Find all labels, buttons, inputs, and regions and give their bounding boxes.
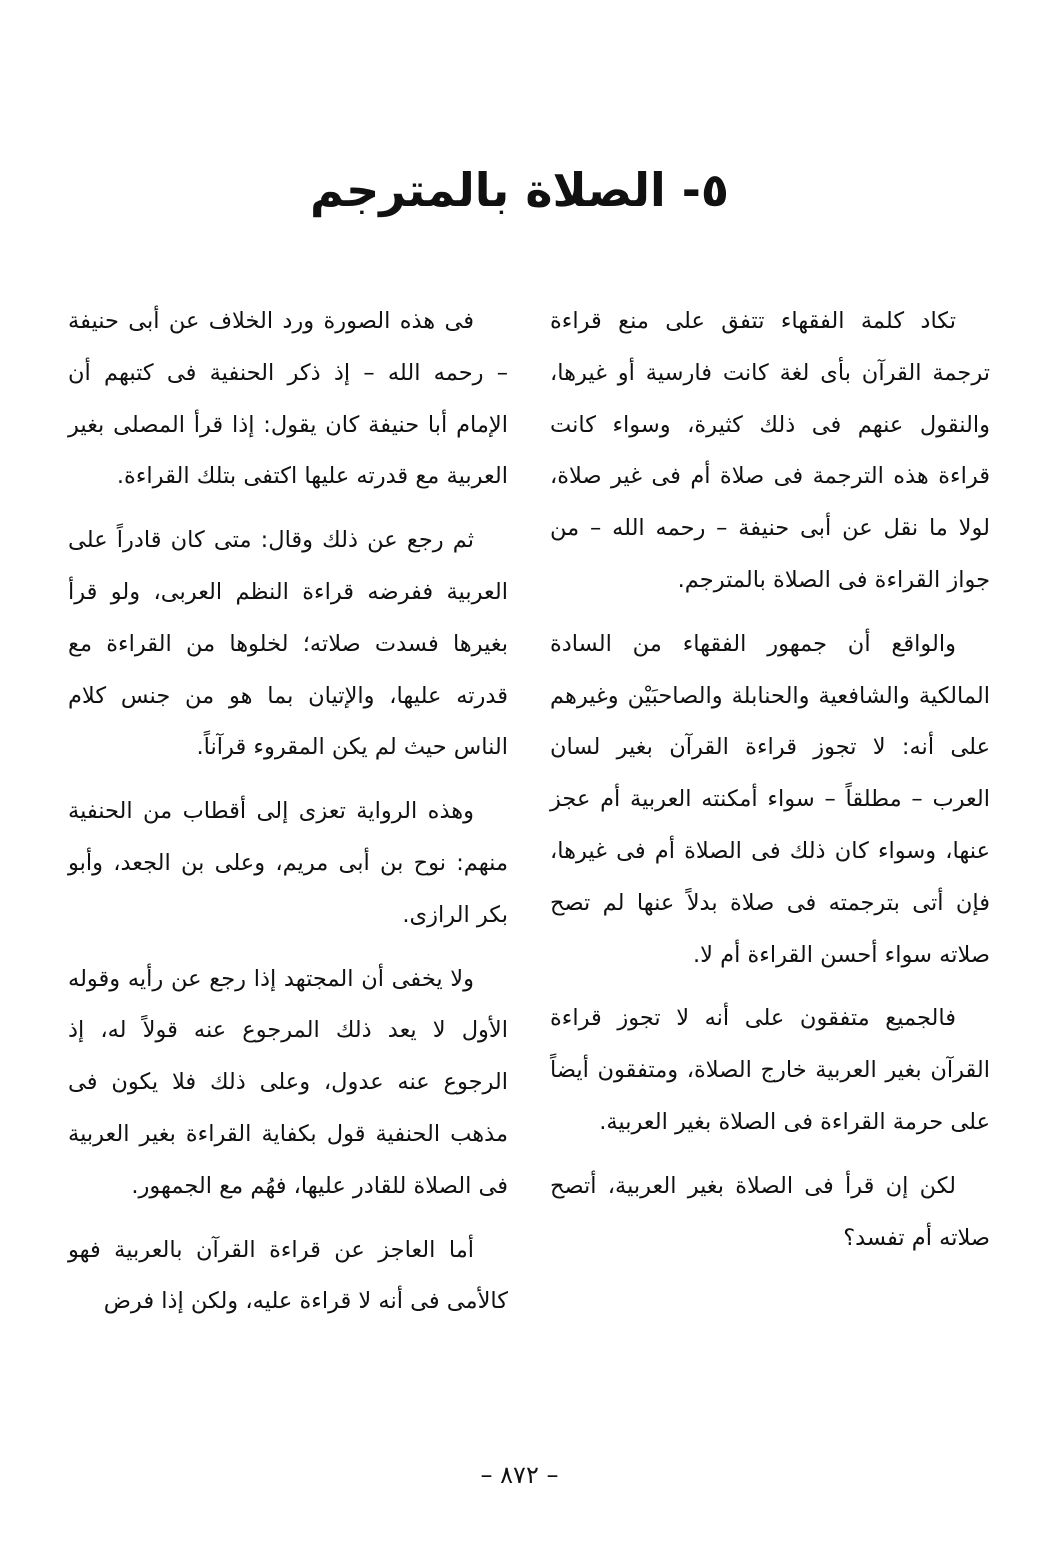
- paragraph: وهذه الرواية تعزى إلى أقطاب من الحنفية منهم: نوح بن أبى مريم، وعلى بن الجعد، وأبو بكر الرازى.: [68, 798, 508, 928]
- left-text-column: [68, 296, 508, 1340]
- paragraph: والواقع أن جمهور الفقهاء من السادة المالكية والشافعية والحنابلة والصاحبَيْن وغيرهم على أنه: لا تجوز قراءة القرآن بغير لسان العرب – مطلقاً – سواء أمكنته العربية أم عجز عنها، وسواء كان ذلك فى الصلاة أم فى غيرها، فإن أتى بترجمته فى صلاة بدلاً عنها لم تصح صلاته سواء أحسن القراءة أم لا.: [550, 630, 990, 968]
- paragraph: لكن إن قرأ فى الصلاة بغير العربية، أتصح صلاته أم تفسد؟: [550, 1172, 990, 1251]
- paragraph: ثم رجع عن ذلك وقال: متى كان قادراً على العربية ففرضه قراءة النظم العربى، ولو قرأ بغيرها فسدت صلاته؛ لخلوها من القراءة مع قدرته عليها، والإتيان بما هو من جنس كلام الناس حيث لم يكن المقروء قرآناً.: [68, 527, 508, 761]
- page-number: – ٨٧٢ –: [480, 1461, 559, 1489]
- paragraph: فالجميع متفقون على أنه لا تجوز قراءة القرآن بغير العربية خارج الصلاة، ومتفقون أيضاً على حرمة القراءة فى الصلاة بغير العربية.: [550, 1005, 990, 1135]
- paragraph: فى هذه الصورة ورد الخلاف عن أبى حنيفة – رحمه الله – إذ ذكر الحنفية فى كتبهم أن الإمام أبا حنيفة كان يقول: إذا قرأ المصلى بغير العربية مع قدرته عليها اكتفى بتلك القراءة.: [68, 308, 508, 490]
- paragraph: ولا يخفى أن المجتهد إذا رجع عن رأيه وقوله الأول لا يعد ذلك المرجوع عنه قولاً له، إذ الرجوع عنه عدول، وعلى ذلك فلا يكون فى مذهب الحنفية قول بكفاية القراءة بغير العربية فى الصلاة للقادر عليها، فهُم مع الجمهور.: [68, 965, 508, 1199]
- section-title: ٥- الصلاة بالمترجم: [310, 163, 729, 217]
- paragraph: أما العاجز عن قراءة القرآن بالعربية فهو كالأمى فى أنه لا قراءة عليه، ولكن إذا فرض: [68, 1236, 508, 1315]
- right-text-column: [550, 296, 990, 1276]
- paragraph: تكاد كلمة الفقهاء تتفق على منع قراءة ترجمة القرآن بأى لغة كانت فارسية أو غيرها، والنقول عنهم فى ذلك كثيرة، وسواء كانت قراءة هذه الترجمة فى صلاة أم فى غير صلاة، لولا ما نقل عن أبى حنيفة – رحمه الله – من جواز القراءة فى الصلاة بالمترجم.: [550, 308, 990, 593]
